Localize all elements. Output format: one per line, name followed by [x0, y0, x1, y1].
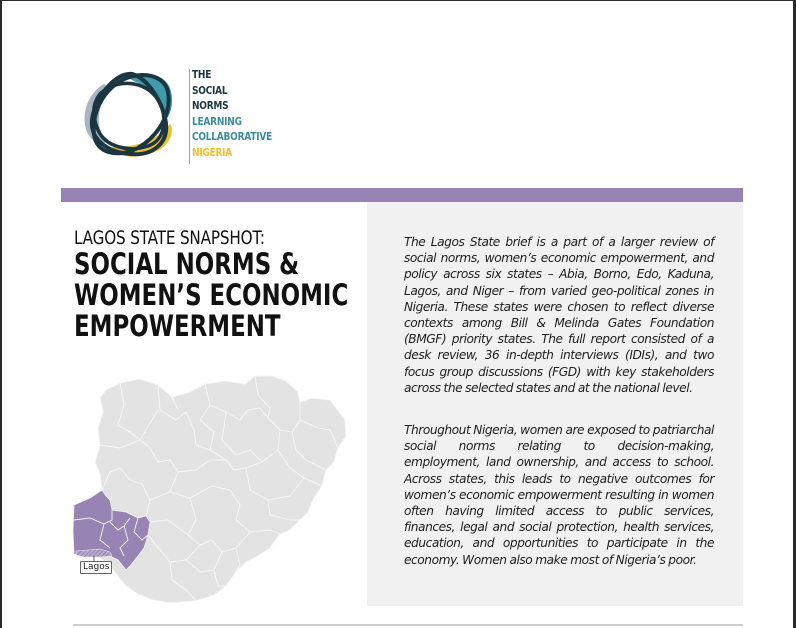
logo-line: COLLABORATIVE	[192, 130, 272, 143]
lagos-map-label: Lagos	[80, 561, 112, 574]
footer-divider	[73, 624, 743, 626]
title-line: WOMEN’S ECONOMIC	[74, 278, 349, 312]
logo-line: NORMS	[192, 99, 229, 112]
logo-line: NIGERIA	[192, 145, 233, 159]
interlocking-loops-logo-icon	[76, 64, 182, 164]
page-title	[74, 249, 348, 342]
title-line: SOCIAL NORMS &	[74, 247, 300, 281]
logo-wordmark	[192, 67, 272, 160]
title-block	[74, 227, 421, 342]
title-line: EMPOWERMENT	[74, 309, 281, 343]
context-paragraph: Throughout Nigeria, women are exposed to patriarchal social norms relating to decision-making, employment, land ownership, and access to school. Across states, this leads to negative outcomes for women’s economic empowerment resulting in women often having limited access to public services, finances, legal and social protection, health services, education, and opportunities to participate in the economy. Women also make most of Nigeria’s poor.	[404, 423, 714, 567]
logo-line: LEARNING	[192, 114, 242, 128]
logo-line: SOCIAL	[192, 83, 228, 97]
intro-paragraph: The Lagos State brief is a part of a larger review of social norms, women’s economic empowerment, and policy across six states – Abia, Borno, Edo, Kaduna, Lagos, and Niger – from varied geo-political zones in Nigeria. These states were chosen to reflect diverse contexts among Bill & Melinda Gates Foundation (BMGF) priority states. The full report consisted of a desk review, 36 in-depth interviews (IDIs), and two focus group discussions (FGD) with key stakeholders across the selected states and at the national level.	[404, 235, 714, 395]
title-kicker: LAGOS STATE SNAPSHOT:	[74, 227, 265, 249]
logo-line: THE	[192, 68, 212, 81]
accent-bar	[61, 188, 743, 202]
nigeria-outline	[73, 376, 346, 603]
nigeria-map	[60, 370, 360, 610]
logo	[76, 64, 291, 170]
logo-divider	[189, 69, 190, 164]
